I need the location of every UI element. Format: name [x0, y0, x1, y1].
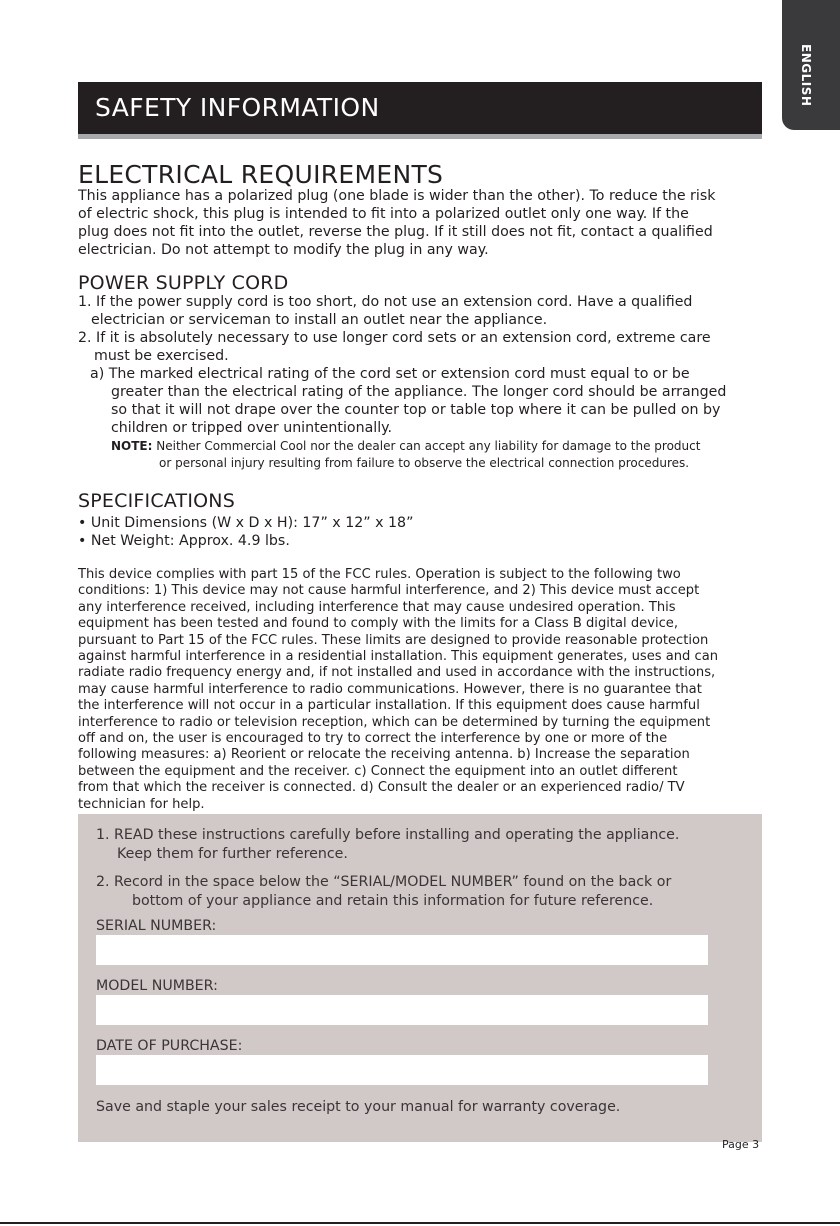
date-of-purchase-field[interactable]	[96, 1055, 708, 1085]
page-bottom-rule	[0, 1222, 840, 1224]
instruction-line: 2. Record in the space below the “SERIAL/MODEL NUMBER” found on the back or	[96, 874, 672, 890]
record-instruction-1	[96, 826, 679, 864]
note-line: or personal injury resulting from failure to observe the electrical connection procedures.	[159, 456, 690, 470]
sub-item-a-line: a) The marked electrical rating of the cord set or extension cord must equal to or be	[90, 366, 690, 382]
fcc-line: radiate radio frequency energy and, if not installed and used in accordance with the instructions,	[78, 665, 716, 681]
date-of-purchase-label: DATE OF PURCHASE:	[96, 1038, 243, 1054]
list-item-2-line: 2. If it is absolutely necessary to use longer cord sets or an extension cord, extreme care	[78, 330, 711, 346]
fcc-line: any interference received, including interference that may cause undesired operation. This	[78, 599, 676, 615]
fcc-statement	[78, 567, 718, 813]
record-instruction-2	[96, 873, 671, 911]
power-supply-cord-heading: POWER SUPPLY CORD	[78, 272, 289, 294]
page-number: Page 3	[722, 1138, 760, 1151]
text-line: This appliance has a polarized plug (one blade is wider than the other). To reduce the risk	[78, 188, 716, 204]
fcc-line: technician for help.	[78, 796, 205, 812]
fcc-line: between the equipment and the receiver. c) Connect the equipment into an outlet different	[78, 763, 678, 779]
page-title: SAFETY INFORMATION	[95, 93, 380, 122]
text-line: of electric shock, this plug is intended to fit into a polarized outlet only one way. If the	[78, 206, 689, 222]
list-item-1-line: 1. If the power supply cord is too short, do not use an extension cord. Have a qualified	[78, 294, 693, 310]
sub-item-a-line: so that it will not drape over the counter top or table top where it can be pulled on by	[111, 402, 721, 418]
fcc-line: following measures: a) Reorient or relocate the receiving antenna. b) Increase the separation	[78, 747, 690, 763]
note-label: NOTE:	[111, 439, 153, 453]
receipt-reminder: Save and staple your sales receipt to your manual for warranty coverage.	[96, 1099, 621, 1115]
specifications-heading: SPECIFICATIONS	[78, 490, 235, 512]
model-number-label: MODEL NUMBER:	[96, 978, 218, 994]
electrical-requirements-text	[78, 187, 715, 259]
list-item-2-line: must be exercised.	[94, 348, 229, 364]
text-line: plug does not fit into the outlet, reverse the plug. If it still does not fit, contact a qualified	[78, 224, 713, 240]
fcc-line: conditions: 1) This device may not cause harmful interference, and 2) This device must accept	[78, 583, 700, 599]
specifications-list	[78, 514, 413, 550]
fcc-line: off and on, the user is encouraged to try to correct the interference by one or more of the	[78, 731, 668, 747]
serial-number-label: SERIAL NUMBER:	[96, 918, 217, 934]
instruction-line: 1. READ these instructions carefully before installing and operating the appliance.	[96, 827, 680, 843]
sub-item-a-line: children or tripped over unintentionally.	[111, 420, 393, 436]
power-supply-cord-text	[78, 293, 726, 437]
sub-item-a-line: greater than the electrical rating of the appliance. The longer cord should be arranged	[111, 384, 727, 400]
instruction-line: bottom of your appliance and retain this information for future reference.	[132, 893, 654, 909]
instruction-line: Keep them for further reference.	[117, 846, 348, 862]
fcc-line: equipment has been tested and found to comply with the limits for a Class B digital device,	[78, 616, 679, 632]
fcc-line: This device complies with part 15 of the FCC rules. Operation is subject to the following two	[78, 567, 681, 582]
list-item-1-line: electrician or serviceman to install an outlet near the appliance.	[91, 312, 548, 328]
spec-item: • Net Weight: Approx. 4.9 lbs.	[78, 533, 290, 549]
fcc-line: against harmful interference in a residential installation. This equipment generates, uses and can	[78, 649, 719, 665]
serial-number-field[interactable]	[96, 935, 708, 965]
electrical-requirements-heading: ELECTRICAL REQUIREMENTS	[78, 160, 444, 189]
text-line: electrician. Do not attempt to modify the plug in any way.	[78, 242, 489, 258]
language-tab-label: ENGLISH	[799, 44, 813, 107]
fcc-line: may cause harmful interference to radio communications. However, there is no guarantee that	[78, 681, 702, 697]
section-header-bar	[78, 82, 762, 139]
fcc-line: interference to radio or television reception, which can be determined by turning the equipment	[78, 714, 711, 730]
fcc-line: pursuant to Part 15 of the FCC rules. These limits are designed to provide reasonable protection	[78, 632, 709, 648]
note-line: Neither Commercial Cool nor the dealer can accept any liability for damage to the product	[156, 439, 701, 453]
model-number-field[interactable]	[96, 995, 708, 1025]
note-block	[111, 438, 700, 472]
fcc-line: from that which the receiver is connected. d) Consult the dealer or an experienced radio/ TV	[78, 780, 685, 796]
language-tab	[782, 0, 840, 130]
spec-item: • Unit Dimensions (W x D x H): 17” x 12” x 18”	[78, 515, 414, 531]
fcc-line: the interference will not occur in a particular installation. If this equipment does cause harmful	[78, 698, 700, 714]
